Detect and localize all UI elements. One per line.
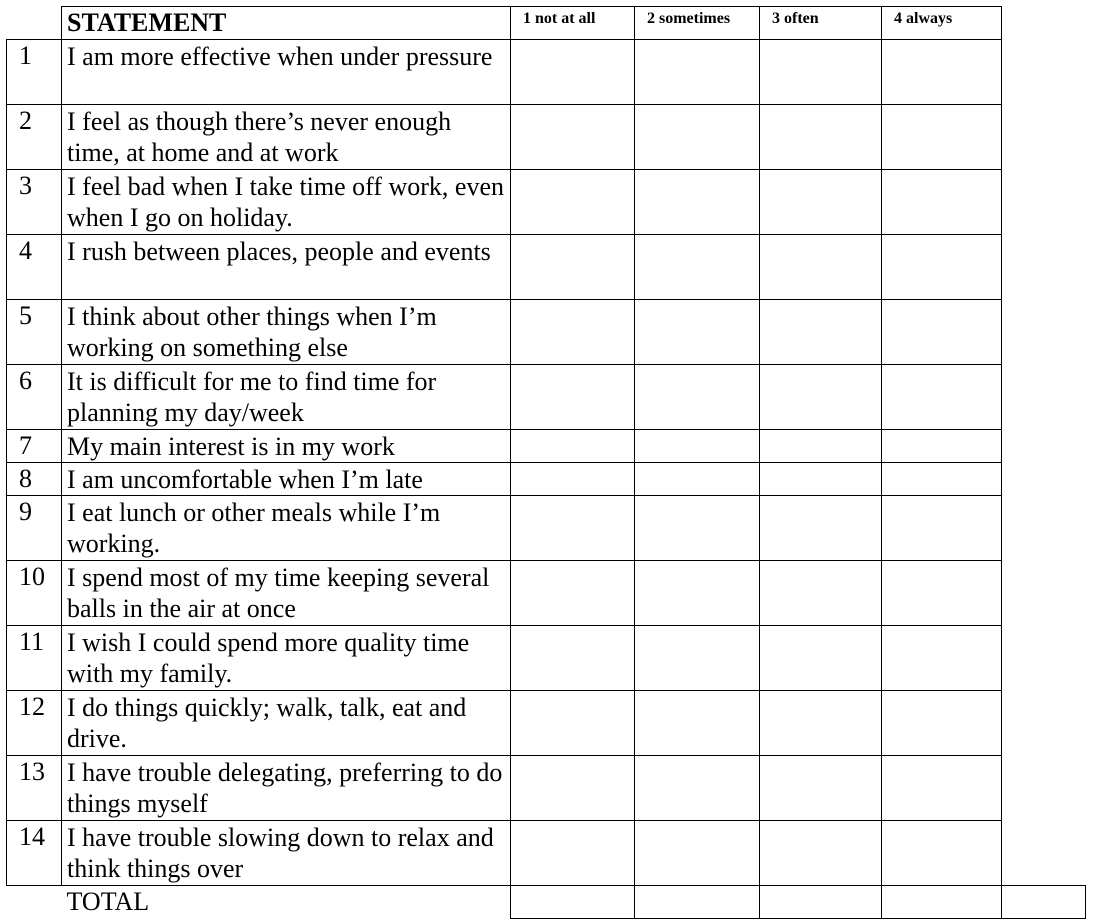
answer-cell-always[interactable] (882, 821, 1002, 886)
statement-text: I eat lunch or other meals while I’m working. (62, 496, 511, 561)
row-spacer (1002, 105, 1086, 170)
row-spacer (1002, 40, 1086, 105)
answer-cell-often[interactable] (760, 365, 882, 430)
statement-rows (7, 40, 1086, 886)
row-spacer (1002, 170, 1086, 235)
statement-number: 3 (7, 170, 62, 235)
statement-number: 4 (7, 235, 62, 300)
statement-row (7, 235, 1086, 300)
row-spacer (1002, 496, 1086, 561)
statement-row (7, 691, 1086, 756)
statement-row (7, 496, 1086, 561)
header-option-sometimes: 2 sometimes (635, 7, 760, 40)
answer-cell-always[interactable] (882, 40, 1002, 105)
answer-cell-not-at-all[interactable] (511, 365, 635, 430)
answer-cell-often[interactable] (760, 40, 882, 105)
answer-cell-always[interactable] (882, 235, 1002, 300)
answer-cell-not-at-all[interactable] (511, 300, 635, 365)
answer-cell-not-at-all[interactable] (511, 105, 635, 170)
answer-cell-often[interactable] (760, 691, 882, 756)
total-cell-extra[interactable] (1002, 886, 1086, 919)
statement-row (7, 463, 1086, 496)
statement-number: 14 (7, 821, 62, 886)
header-row (7, 7, 1086, 40)
answer-cell-not-at-all[interactable] (511, 626, 635, 691)
total-cell-not-at-all[interactable] (511, 886, 635, 919)
row-spacer (1002, 626, 1086, 691)
statement-number: 2 (7, 105, 62, 170)
row-spacer (1002, 430, 1086, 463)
answer-cell-always[interactable] (882, 170, 1002, 235)
statement-row (7, 430, 1086, 463)
statement-number: 9 (7, 496, 62, 561)
row-spacer (1002, 365, 1086, 430)
answer-cell-not-at-all[interactable] (511, 561, 635, 626)
answer-cell-always[interactable] (882, 105, 1002, 170)
answer-cell-always[interactable] (882, 561, 1002, 626)
answer-cell-sometimes[interactable] (635, 561, 760, 626)
answer-cell-often[interactable] (760, 300, 882, 365)
answer-cell-sometimes[interactable] (635, 235, 760, 300)
statement-text: I spend most of my time keeping several balls in the air at once (62, 561, 511, 626)
row-spacer (1002, 691, 1086, 756)
answer-cell-always[interactable] (882, 691, 1002, 756)
answer-cell-not-at-all[interactable] (511, 756, 635, 821)
statement-number: 8 (7, 463, 62, 496)
header-option-always: 4 always (882, 7, 1002, 40)
statement-row (7, 821, 1086, 886)
answer-cell-often[interactable] (760, 235, 882, 300)
answer-cell-always[interactable] (882, 430, 1002, 463)
answer-cell-often[interactable] (760, 821, 882, 886)
answer-cell-not-at-all[interactable] (511, 235, 635, 300)
total-number-cell (7, 886, 62, 919)
statement-row (7, 756, 1086, 821)
answer-cell-sometimes[interactable] (635, 365, 760, 430)
statement-number: 11 (7, 626, 62, 691)
statement-number: 1 (7, 40, 62, 105)
statement-text: I am more effective when under pressure (62, 40, 511, 105)
answer-cell-sometimes[interactable] (635, 430, 760, 463)
answer-cell-always[interactable] (882, 463, 1002, 496)
total-cell-often[interactable] (760, 886, 882, 919)
answer-cell-not-at-all[interactable] (511, 430, 635, 463)
answer-cell-sometimes[interactable] (635, 626, 760, 691)
total-row (7, 886, 1086, 919)
statement-text: I rush between places, people and events (62, 235, 511, 300)
answer-cell-sometimes[interactable] (635, 463, 760, 496)
answer-cell-not-at-all[interactable] (511, 170, 635, 235)
row-spacer (1002, 463, 1086, 496)
answer-cell-sometimes[interactable] (635, 691, 760, 756)
answer-cell-often[interactable] (760, 463, 882, 496)
answer-cell-always[interactable] (882, 626, 1002, 691)
answer-cell-sometimes[interactable] (635, 105, 760, 170)
answer-cell-not-at-all[interactable] (511, 821, 635, 886)
row-spacer (1002, 300, 1086, 365)
row-spacer (1002, 235, 1086, 300)
questionnaire-table (6, 6, 1086, 919)
statement-row (7, 300, 1086, 365)
answer-cell-often[interactable] (760, 430, 882, 463)
statement-row (7, 626, 1086, 691)
statement-number: 10 (7, 561, 62, 626)
statement-row (7, 365, 1086, 430)
statement-text: My main interest is in my work (62, 430, 511, 463)
answer-cell-not-at-all[interactable] (511, 40, 635, 105)
statement-text: I have trouble slowing down to relax and think things over (62, 821, 511, 886)
row-spacer (1002, 561, 1086, 626)
total-cell-sometimes[interactable] (635, 886, 760, 919)
statement-row (7, 40, 1086, 105)
header-number-cell (7, 7, 62, 40)
statement-number: 6 (7, 365, 62, 430)
answer-cell-sometimes[interactable] (635, 756, 760, 821)
answer-cell-always[interactable] (882, 756, 1002, 821)
statement-text: I am uncomfortable when I’m late (62, 463, 511, 496)
answer-cell-always[interactable] (882, 300, 1002, 365)
answer-cell-sometimes[interactable] (635, 496, 760, 561)
answer-cell-often[interactable] (760, 496, 882, 561)
answer-cell-not-at-all[interactable] (511, 463, 635, 496)
header-spacer (1002, 7, 1086, 40)
statement-row (7, 170, 1086, 235)
row-spacer (1002, 821, 1086, 886)
answer-cell-always[interactable] (882, 365, 1002, 430)
answer-cell-sometimes[interactable] (635, 300, 760, 365)
answer-cell-not-at-all[interactable] (511, 496, 635, 561)
row-spacer (1002, 756, 1086, 821)
answer-cell-sometimes[interactable] (635, 40, 760, 105)
statement-text: I do things quickly; walk, talk, eat and drive. (62, 691, 511, 756)
statement-number: 7 (7, 430, 62, 463)
total-cell-always[interactable] (882, 886, 1002, 919)
statement-text: I feel bad when I take time off work, even when I go on holiday. (62, 170, 511, 235)
answer-cell-often[interactable] (760, 170, 882, 235)
header-option-often: 3 often (760, 7, 882, 40)
answer-cell-sometimes[interactable] (635, 170, 760, 235)
statement-number: 12 (7, 691, 62, 756)
answer-cell-often[interactable] (760, 756, 882, 821)
answer-cell-not-at-all[interactable] (511, 691, 635, 756)
answer-cell-often[interactable] (760, 561, 882, 626)
answer-cell-always[interactable] (882, 496, 1002, 561)
answer-cell-sometimes[interactable] (635, 821, 760, 886)
statement-number: 5 (7, 300, 62, 365)
statement-text: I think about other things when I’m working on something else (62, 300, 511, 365)
statement-row (7, 105, 1086, 170)
statement-text: It is difficult for me to find time for planning my day/week (62, 365, 511, 430)
statement-text: I feel as though there’s never enough time, at home and at work (62, 105, 511, 170)
answer-cell-often[interactable] (760, 626, 882, 691)
statement-text: I have trouble delegating, preferring to do things myself (62, 756, 511, 821)
answer-cell-often[interactable] (760, 105, 882, 170)
total-label: TOTAL (66, 887, 150, 916)
statement-number: 13 (7, 756, 62, 821)
header-statement: STATEMENT (62, 7, 511, 40)
statement-text: I wish I could spend more quality time with my family. (62, 626, 511, 691)
header-option-not-at-all: 1 not at all (511, 7, 635, 40)
statement-row (7, 561, 1086, 626)
